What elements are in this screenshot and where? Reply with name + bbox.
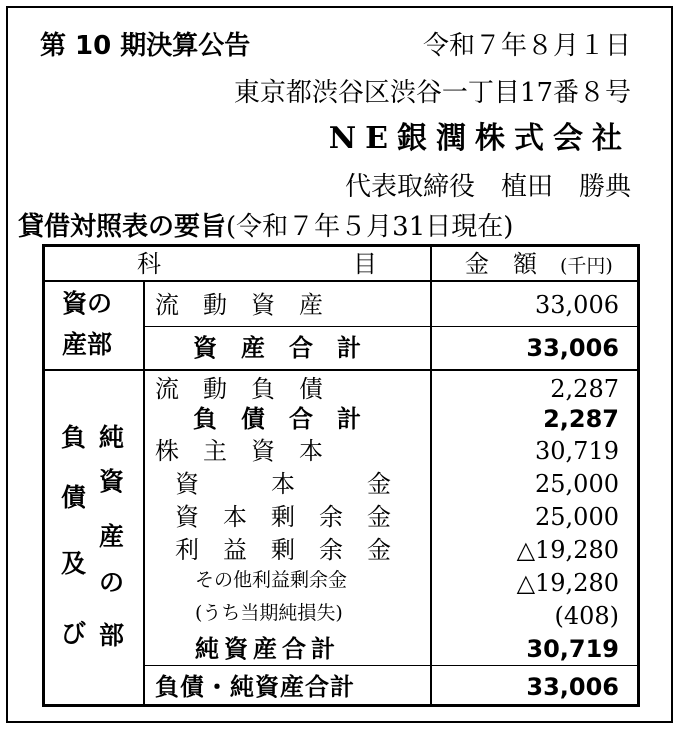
- asset-total-line: [143, 326, 637, 327]
- liab-section-char-2: 債: [61, 483, 87, 512]
- row-label-total-assets: 資 産 合 計: [193, 334, 361, 362]
- company-address: 東京都渋谷区渋谷一丁目17番８号: [233, 78, 631, 108]
- row-value-total-liabilities-net-assets: 33,006: [526, 673, 619, 701]
- row-value-capital-stock: 25,000: [535, 470, 619, 498]
- row-value-capital-surplus: 25,000: [535, 503, 619, 531]
- liab-section-char-4: び: [61, 619, 87, 648]
- row-label-retained-earnings: 利 益 剰 余 金: [175, 536, 391, 564]
- row-value-total-liabilities: 2,287: [543, 405, 619, 433]
- row-value-total-assets: 33,006: [526, 334, 619, 362]
- row-value-current-assets: 33,006: [535, 291, 619, 319]
- row-value-current-liabilities: 2,287: [550, 375, 619, 403]
- liab-section-char-3: 及: [61, 549, 87, 578]
- balance-sheet-heading-main: 貸借対照表の要旨: [18, 212, 227, 242]
- row-label-total-liabilities: 負 債 合 計: [193, 405, 361, 433]
- row-label-total-liabilities-net-assets: 負債・純資産合計: [155, 673, 355, 701]
- balance-sheet-table: [42, 244, 640, 707]
- liab-section-char-1: 負: [61, 423, 87, 452]
- row-label-total-net-assets: 純資産合計: [195, 635, 340, 663]
- row-label-current-liabilities: 流 動 負 債: [155, 375, 323, 403]
- balance-sheet-heading: [18, 214, 513, 240]
- balance-sheet-heading-date: (令和７年５月31日現在): [226, 212, 514, 242]
- header-divider: [45, 280, 637, 282]
- net-section-char-3: 産: [99, 522, 125, 551]
- section-column-divider: [143, 280, 145, 704]
- net-section-char-2: 資: [99, 467, 125, 496]
- row-label-other-retained-earnings: その他利益剰余金: [195, 569, 348, 591]
- header-unit: (千円): [560, 255, 613, 277]
- net-section-char-4: の: [99, 568, 125, 597]
- header-subject: 科 目: [137, 250, 377, 278]
- row-value-shareholders-equity: 30,719: [535, 437, 619, 465]
- notice-title: 第 10 期決算公告: [40, 31, 251, 61]
- row-value-other-retained-earnings: △19,280: [516, 569, 619, 597]
- header-amount: 金 額: [465, 250, 537, 278]
- assets-section-label-1: 資の: [62, 289, 113, 318]
- row-value-total-net-assets: 30,719: [526, 635, 619, 663]
- representative: 代表取締役 植田 勝典: [344, 172, 631, 202]
- row-value-net-loss: (408): [554, 602, 619, 630]
- net-section-char-5: 部: [99, 621, 125, 650]
- net-section-char-1: 純: [99, 423, 125, 452]
- assets-section-label-2: 産部: [62, 330, 113, 359]
- row-label-current-assets: 流 動 資 産: [155, 291, 323, 319]
- row-label-capital-surplus: 資 本 剰 余 金: [175, 503, 391, 531]
- grand-total-line: [143, 665, 637, 666]
- value-column-divider: [430, 247, 432, 704]
- row-value-retained-earnings: △19,280: [516, 536, 619, 564]
- row-label-shareholders-equity: 株 主 資 本: [155, 437, 323, 465]
- notice-date: 令和７年８月１日: [422, 31, 631, 61]
- assets-section-divider: [45, 369, 637, 371]
- row-label-net-loss: (うち当期純損失): [195, 602, 343, 624]
- row-label-capital-stock: 資 本 金: [175, 470, 391, 498]
- company-name: NE銀潤株式会社: [328, 121, 631, 156]
